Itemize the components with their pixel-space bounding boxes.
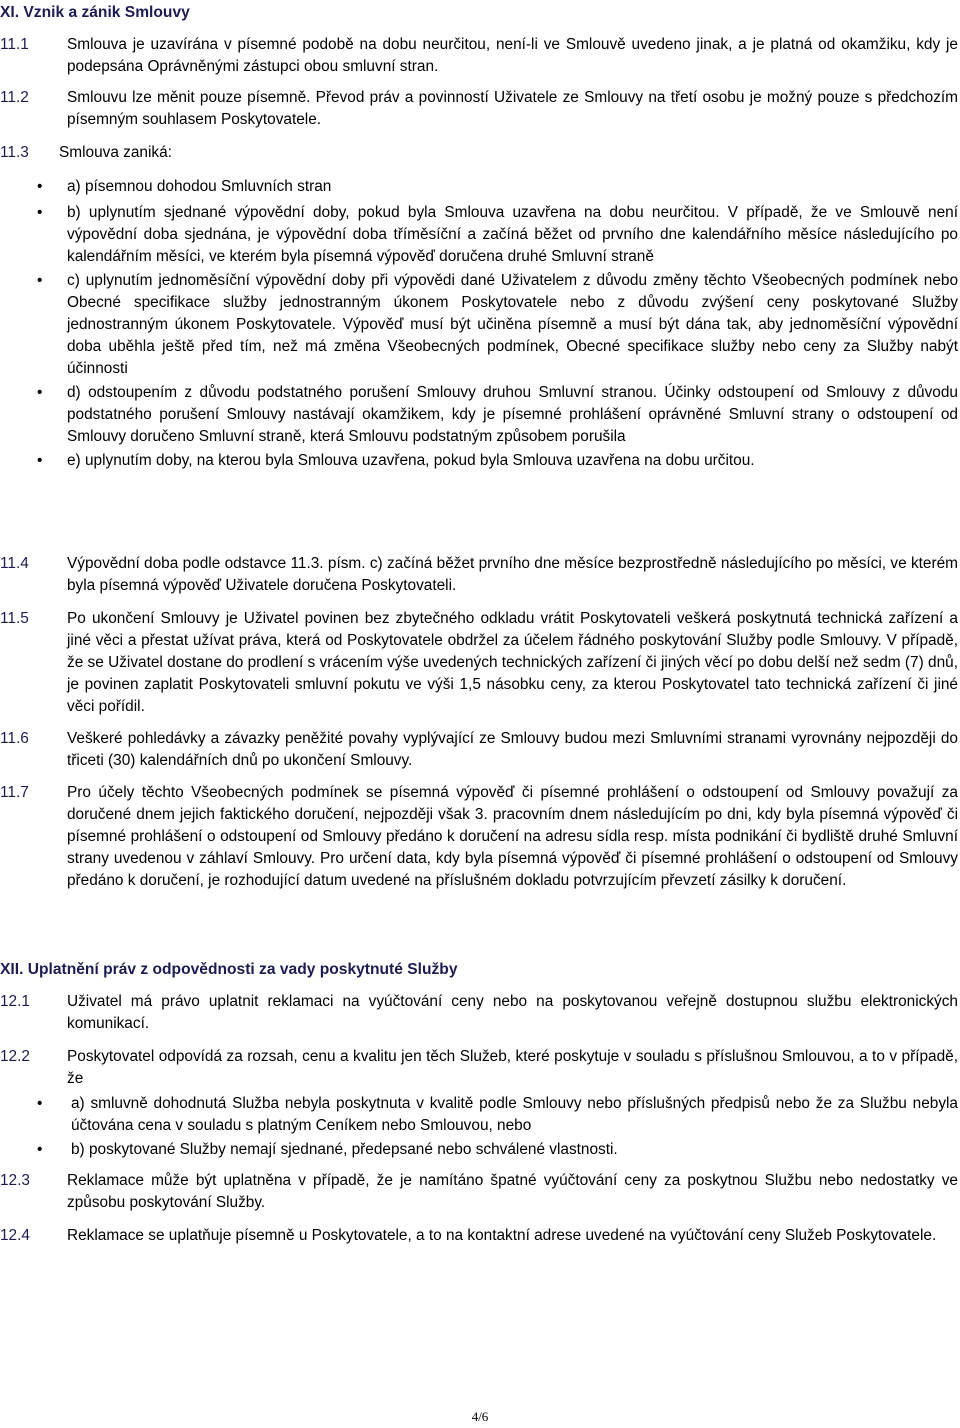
paragraph-12-4 (0, 1225, 958, 1247)
paragraph-text: Veškeré pohledávky a závazky peněžité povahy vyplývající ze Smlouvy budou mezi Smluvními stranami vyrovnány nejpozději do třiceti (30) kalendářních dnů po ukončení Smlouvy. (67, 730, 958, 769)
paragraph-11-6 (0, 728, 958, 772)
paragraph-text: Smlouva je uzavírána v písemné podobě na dobu neurčitou, není-li ve Smlouvě uvedeno jinak, a je platná od okamžiku, kdy je podepsána Oprávněnými zástupci obou smluvní stran. (67, 36, 958, 75)
warranty-list (0, 1093, 958, 1161)
bullet-icon: • (37, 1095, 43, 1112)
paragraph-11-7 (0, 782, 958, 892)
paragraph-number: 11.1 (0, 36, 29, 53)
paragraph-12-3 (0, 1170, 958, 1214)
paragraph-text: Smlouvu lze měnit pouze písemně. Převod práv a povinností Uživatele ze Smlouvy na třetí osobu je možný pouze s předchozím písemným souhlasem Poskytovatele. (67, 89, 958, 128)
paragraph-number: 11.6 (0, 730, 29, 747)
paragraph-text: Smlouva zaniká: (59, 144, 172, 161)
list-item: • b) poskytované Služby nemají sjednané, předepsané nebo schválené vlastnosti. (0, 1139, 958, 1161)
list-item: • b) uplynutím sjednané výpovědní doby, pokud byla Smlouva uzavřena na dobu neurčitou. V případě, že ve Smlouvě není výpovědní doba sjednána, je výpovědní doba tříměsíční a začíná běžet od prvního dne kalendářního měsíce následujícího po kalendářním měsíci, ve kterém byla písemná výpověď doručena druhé Smluvní straně (37, 204, 958, 265)
bullet-icon: • (37, 452, 43, 469)
bullet-icon: • (37, 178, 43, 195)
paragraph-number: 12.2 (0, 1048, 30, 1065)
paragraph-number: 12.3 (0, 1172, 30, 1189)
paragraph-text: Po ukončení Smlouvy je Uživatel povinen bez zbytečného odkladu vrátit Poskytovateli veškerá poskytnutá technická zařízení a jiné věci a přestat užívat práva, která od Poskytovatele obdržel za účelem řádného poskytování Služby podle Smlouvy. V případě, že se Uživatel dostane do prodlení s vrácením výše uvedených technických zařízení či jiných věcí po dobu delší než sedm (7) dnů, je povinen zaplatit Poskytovateli smluvní pokutu ve výši 1,5 násobku ceny, za kterou Poskytovatel tato technická zařízení či jiné věci pořídil. (67, 610, 958, 715)
paragraph-text: Pro účely těchto Všeobecných podmínek se písemná výpověď či písemné prohlášení o odstoupení od Smlouvy považují za doručené dnem jejich faktického doručení, nejpozději však 3. pracovním dnem následujícím po dni, kdy byla písemná výpověď či písemné prohlášení o odstoupení od Smlouvy předáno k doručení na adresu sídla resp. místa podnikání či bydliště druhé Smluvní strany uvedenou v záhlaví Smlouvy. Pro určení data, kdy byla písemná výpověď či písemné prohlášení o odstoupení od Smlouvy předáno k doručení, je rozhodující datum uvedené na příslušném dokladu potvrzujícím převzetí zásilky k doručení. (67, 784, 958, 889)
paragraph-number: 11.4 (0, 555, 29, 572)
list-item: • d) odstoupením z důvodu podstatného porušení Smlouvy druhou Smluvní stranou. Účinky odstoupení od Smlouvy z důvodu podstatného porušení Smlouvy nastávají okamžikem, kdy je písemné prohlášení oprávněné Smluvní strany o odstoupení od Smlouvy doručeno Smluvní straně, která Smlouvu podstatným způsobem porušila (37, 384, 958, 445)
section-heading-xi: XI. Vznik a zánik Smlouvy (0, 4, 190, 21)
paragraph-number: 11.3 (0, 144, 29, 161)
paragraph-number: 11.7 (0, 784, 29, 801)
paragraph-text: Uživatel má právo uplatnit reklamaci na vyúčtování ceny nebo na poskytovanou veřejně dostupnou službu elektronických komunikací. (67, 993, 958, 1032)
paragraph-text: Reklamace se uplatňuje písemně u Poskytovatele, a to na kontaktní adrese uvedené na vyúčtování ceny Služeb Poskytovatele. (67, 1227, 937, 1244)
paragraph-12-2 (0, 1046, 958, 1090)
paragraph-number: 11.2 (0, 89, 29, 106)
list-item: • a) písemnou dohodou Smluvních stran (0, 176, 958, 198)
paragraph-11-2 (0, 87, 958, 131)
paragraph-number: 11.5 (0, 610, 29, 627)
list-item: • c) uplynutím jednoměsíční výpovědní doby při výpovědi dané Uživatelem z důvodu změny těchto Všeobecných podmínek nebo Obecné specifikace služby jednostranným úkonem Poskytovatele nebo z důvodu zvýšení ceny poskytované Služby jednostranným úkonem Poskytovatele. Výpověď musí být učiněna písemně a musí být dána tak, aby jednoměsíční výpovědní doba uběhla ještě před tím, než má změna Všeobecných podmínek, Obecné specifikace služby nebo ceny za Služby nabýt účinnosti (37, 272, 958, 377)
section-heading-xii: XII. Uplatnění práv z odpovědnosti za vady poskytnuté Služby (0, 961, 458, 978)
bullet-icon: • (37, 204, 43, 221)
paragraph-text: Poskytovatel odpovídá za rozsah, cenu a kvalitu jen těch Služeb, které poskytuje v souladu s příslušnou Smlouvou, a to v případě, že (67, 1048, 958, 1087)
bullet-icon: • (37, 272, 43, 289)
paragraph-number: 12.1 (0, 993, 30, 1010)
list-item: • a) smluvně dohodnutá Služba nebyla poskytnuta v kvalitě podle Smlouvy nebo příslušných předpisů nebo že za Službu nebyla účtována cena v souladu s platným Ceníkem nebo Smlouvou, nebo (37, 1095, 958, 1134)
paragraph-11-1 (0, 34, 958, 78)
page-number: 4/6 (471, 1409, 489, 1424)
paragraph-12-1 (0, 991, 958, 1035)
paragraph-11-5 (0, 608, 958, 718)
list-item: • e) uplynutím doby, na kterou byla Smlouva uzavřena, pokud byla Smlouva uzavřena na dobu určitou. (0, 450, 958, 472)
paragraph-text: Výpovědní doba podle odstavce 11.3. písm. c) začíná běžet prvního dne měsíce bezprostředně následujícího po měsíci, ve kterém byla písemná výpověď Uživatele doručena Poskytovateli. (67, 555, 958, 594)
bullet-icon: • (37, 1141, 43, 1158)
bullet-icon: • (37, 384, 43, 401)
paragraph-11-3 (0, 142, 958, 164)
termination-list (0, 176, 958, 472)
paragraph-number: 12.4 (0, 1227, 30, 1244)
paragraph-11-4 (0, 553, 958, 597)
paragraph-text: Reklamace může být uplatněna v případě, že je namítáno špatné vyúčtování ceny za poskytnou Službu nebo nedostatky ve způsobu poskytování Služby. (67, 1172, 958, 1211)
